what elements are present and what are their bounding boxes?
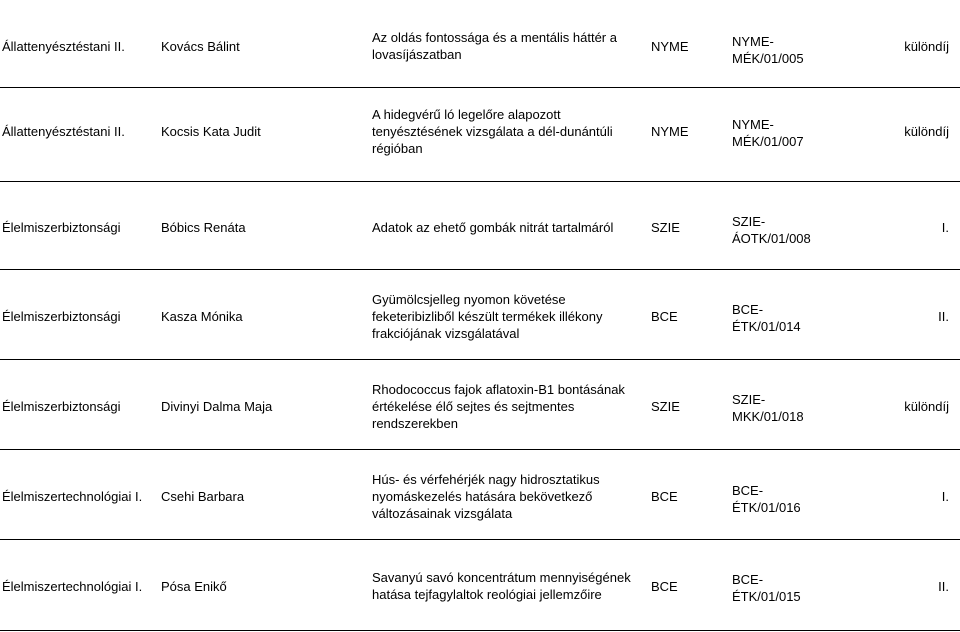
table-row xyxy=(0,182,960,270)
institution-cell: BCE xyxy=(651,488,678,504)
award-cell: különdíj xyxy=(904,123,949,139)
thesis-title-cell: Savanyú savó koncentrátum mennyiségének hatása tejfagylaltok reológiai jellemzőire xyxy=(372,570,631,602)
table-row xyxy=(0,360,960,450)
institution-cell: NYME xyxy=(651,123,689,139)
student-name-cell: Kovács Bálint xyxy=(161,38,240,54)
table-row xyxy=(0,450,960,540)
thesis-title-cell: Gyümölcsjelleg nyomon követése feketeribizliből készült termékek illékony frakciójának vizsgálatával xyxy=(372,291,603,341)
entry-code-cell: SZIE-MKK/01/018 xyxy=(732,392,804,424)
entry-code-cell: NYME-MÉK/01/007 xyxy=(732,117,804,149)
institution-cell: BCE xyxy=(651,308,678,324)
thesis-title-cell: Adatok az ehető gombák nitrát tartalmáról xyxy=(372,219,614,235)
entry-code-cell: BCE-ÉTK/01/015 xyxy=(732,572,801,604)
student-name-cell: Kasza Mónika xyxy=(161,308,243,324)
institution-cell: SZIE xyxy=(651,219,680,235)
category-cell: Élelmiszertechnológiai I. xyxy=(2,578,143,594)
category-cell: Állattenyésztéstani II. xyxy=(2,38,125,54)
table-row xyxy=(0,0,960,88)
thesis-title-cell: Hús- és vérfehérjék nagy hidrosztatikus nyomáskezelés hatására bekövetkező változásainak vizsgálata xyxy=(372,471,600,521)
student-name-cell: Divinyi Dalma Maja xyxy=(161,398,273,414)
award-cell: II. xyxy=(938,578,949,594)
table-row xyxy=(0,540,960,631)
entry-code-cell: NYME-MÉK/01/005 xyxy=(732,34,804,66)
thesis-title-cell: Rhodococcus fajok aflatoxin-B1 bontásának értékelése élő sejtes és sejtmentes rendszerekben xyxy=(372,381,625,431)
institution-cell: BCE xyxy=(651,578,678,594)
table-row xyxy=(0,270,960,360)
institution-cell: NYME xyxy=(651,38,689,54)
award-cell: különdíj xyxy=(904,398,949,414)
student-name-cell: Csehi Barbara xyxy=(161,488,245,504)
category-cell: Élelmiszerbiztonsági xyxy=(2,398,121,414)
category-cell: Állattenyésztéstani II. xyxy=(2,123,125,139)
thesis-title-cell: A hidegvérű ló legelőre alapozott tenyésztésének vizsgálata a dél-dunántúli régióban xyxy=(372,106,613,156)
entry-code-cell: SZIE-ÁOTK/01/008 xyxy=(732,214,811,246)
category-cell: Élelmiszertechnológiai I. xyxy=(2,488,143,504)
entry-code-cell: BCE-ÉTK/01/016 xyxy=(732,483,801,515)
award-cell: különdíj xyxy=(904,38,949,54)
thesis-title-cell: Az oldás fontossága és a mentális háttér a lovasíjászatban xyxy=(372,30,617,62)
table-row xyxy=(0,88,960,182)
institution-cell: SZIE xyxy=(651,398,680,414)
award-cell: I. xyxy=(941,219,949,235)
category-cell: Élelmiszerbiztonsági xyxy=(2,219,121,235)
award-cell: II. xyxy=(938,308,949,324)
award-cell: I. xyxy=(941,488,949,504)
student-name-cell: Bóbics Renáta xyxy=(161,219,246,235)
entry-code-cell: BCE-ÉTK/01/014 xyxy=(732,302,801,334)
student-name-cell: Pósa Enikő xyxy=(161,578,227,594)
student-name-cell: Kocsis Kata Judit xyxy=(161,123,261,139)
category-cell: Élelmiszerbiztonsági xyxy=(2,308,121,324)
